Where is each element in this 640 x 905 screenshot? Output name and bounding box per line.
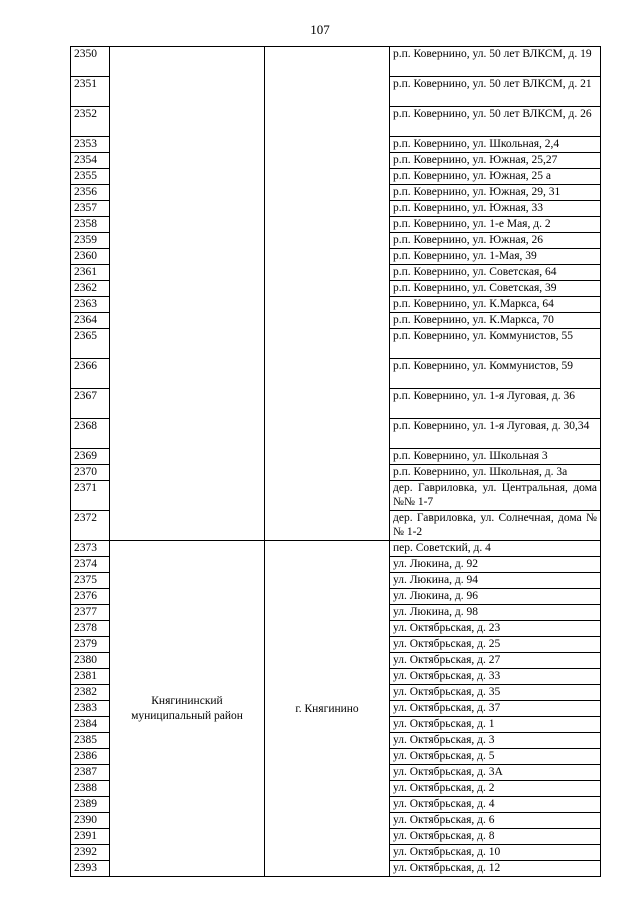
address-cell: р.п. Ковернино, ул. Школьная, 2,4 bbox=[390, 137, 601, 153]
row-number-cell: 2354 bbox=[71, 153, 110, 169]
address-cell: ул. Люкина, д. 98 bbox=[390, 605, 601, 621]
address-cell: ул. Октябрьская, д. 12 bbox=[390, 861, 601, 877]
address-cell: дер. Гавриловка, ул. Солнечная, дома №№ 1-2 bbox=[390, 511, 601, 541]
table-row bbox=[71, 47, 601, 77]
address-cell: ул. Октябрьская, д. 35 bbox=[390, 685, 601, 701]
row-number-cell: 2373 bbox=[71, 541, 110, 557]
row-number-cell: 2380 bbox=[71, 653, 110, 669]
row-number-cell: 2389 bbox=[71, 797, 110, 813]
row-number-cell: 2364 bbox=[71, 313, 110, 329]
row-number-cell: 2376 bbox=[71, 589, 110, 605]
address-cell: ул. Октябрьская, д. 1 bbox=[390, 717, 601, 733]
row-number-cell: 2366 bbox=[71, 359, 110, 389]
address-cell: р.п. Ковернино, ул. 1-я Луговая, д. 30,34 bbox=[390, 419, 601, 449]
row-number-cell: 2377 bbox=[71, 605, 110, 621]
row-number-cell: 2362 bbox=[71, 281, 110, 297]
address-cell: ул. Октябрьская, д. 37 bbox=[390, 701, 601, 717]
address-cell: ул. Октябрьская, д. 4 bbox=[390, 797, 601, 813]
row-number-cell: 2361 bbox=[71, 265, 110, 281]
row-number-cell: 2372 bbox=[71, 511, 110, 541]
address-cell: р.п. Ковернино, ул. 50 лет ВЛКСМ, д. 21 bbox=[390, 77, 601, 107]
row-number-cell: 2379 bbox=[71, 637, 110, 653]
row-number-cell: 2363 bbox=[71, 297, 110, 313]
row-number-cell: 2360 bbox=[71, 249, 110, 265]
district-cell: Княгининский муниципальный район bbox=[110, 541, 265, 877]
row-number-cell: 2369 bbox=[71, 449, 110, 465]
row-number-cell: 2382 bbox=[71, 685, 110, 701]
row-number-cell: 2392 bbox=[71, 845, 110, 861]
row-number-cell: 2384 bbox=[71, 717, 110, 733]
page-number: 107 bbox=[310, 22, 330, 37]
address-cell: р.п. Ковернино, ул. Советская, 39 bbox=[390, 281, 601, 297]
row-number-cell: 2359 bbox=[71, 233, 110, 249]
row-number-cell: 2383 bbox=[71, 701, 110, 717]
row-number-cell: 2370 bbox=[71, 465, 110, 481]
row-number-cell: 2387 bbox=[71, 765, 110, 781]
row-number-cell: 2358 bbox=[71, 217, 110, 233]
address-cell: ул. Люкина, д. 94 bbox=[390, 573, 601, 589]
row-number-cell: 2375 bbox=[71, 573, 110, 589]
address-cell: ул. Октябрьская, д. 3А bbox=[390, 765, 601, 781]
address-cell: р.п. Ковернино, ул. К.Маркса, 70 bbox=[390, 313, 601, 329]
address-cell: р.п. Ковернино, ул. Коммунистов, 59 bbox=[390, 359, 601, 389]
address-cell: ул. Октябрьская, д. 27 bbox=[390, 653, 601, 669]
row-number-cell: 2371 bbox=[71, 481, 110, 511]
address-cell: р.п. Ковернино, ул. Коммунистов, 55 bbox=[390, 329, 601, 359]
address-cell: р.п. Ковернино, ул. Советская, 64 bbox=[390, 265, 601, 281]
address-cell: ул. Октябрьская, д. 23 bbox=[390, 621, 601, 637]
row-number-cell: 2374 bbox=[71, 557, 110, 573]
table-body bbox=[71, 47, 601, 877]
address-cell: ул. Люкина, д. 96 bbox=[390, 589, 601, 605]
address-cell: пер. Советский, д. 4 bbox=[390, 541, 601, 557]
address-cell: р.п. Ковернино, ул. 50 лет ВЛКСМ, д. 26 bbox=[390, 107, 601, 137]
locality-cell bbox=[265, 47, 390, 541]
locality-cell: г. Княгинино bbox=[265, 541, 390, 877]
address-cell: ул. Октябрьская, д. 5 bbox=[390, 749, 601, 765]
address-cell: ул. Октябрьская, д. 8 bbox=[390, 829, 601, 845]
row-number-cell: 2378 bbox=[71, 621, 110, 637]
row-number-cell: 2367 bbox=[71, 389, 110, 419]
address-cell: р.п. Ковернино, ул. Южная, 26 bbox=[390, 233, 601, 249]
address-cell: ул. Октябрьская, д. 3 bbox=[390, 733, 601, 749]
row-number-cell: 2390 bbox=[71, 813, 110, 829]
address-cell: ул. Октябрьская, д. 6 bbox=[390, 813, 601, 829]
address-cell: ул. Октябрьская, д. 33 bbox=[390, 669, 601, 685]
address-cell: дер. Гавриловка, ул. Центральная, дома №№ 1-7 bbox=[390, 481, 601, 511]
address-registry-table bbox=[70, 46, 601, 877]
address-cell: р.п. Ковернино, ул. Южная, 29, 31 bbox=[390, 185, 601, 201]
row-number-cell: 2368 bbox=[71, 419, 110, 449]
address-cell: р.п. Ковернино, ул. Южная, 33 bbox=[390, 201, 601, 217]
row-number-cell: 2355 bbox=[71, 169, 110, 185]
address-cell: р.п. Ковернино, ул. Южная, 25 а bbox=[390, 169, 601, 185]
district-cell bbox=[110, 47, 265, 541]
row-number-cell: 2357 bbox=[71, 201, 110, 217]
address-cell: р.п. Ковернино, ул. 50 лет ВЛКСМ, д. 19 bbox=[390, 47, 601, 77]
address-cell: ул. Люкина, д. 92 bbox=[390, 557, 601, 573]
address-cell: р.п. Ковернино, ул. Школьная, д. 3а bbox=[390, 465, 601, 481]
row-number-cell: 2356 bbox=[71, 185, 110, 201]
address-cell: р.п. Ковернино, ул. 1-е Мая, д. 2 bbox=[390, 217, 601, 233]
address-cell: р.п. Ковернино, ул. 1-я Луговая, д. 36 bbox=[390, 389, 601, 419]
row-number-cell: 2351 bbox=[71, 77, 110, 107]
address-cell: ул. Октябрьская, д. 25 bbox=[390, 637, 601, 653]
table-row bbox=[71, 541, 601, 557]
row-number-cell: 2386 bbox=[71, 749, 110, 765]
row-number-cell: 2388 bbox=[71, 781, 110, 797]
address-cell: р.п. Ковернино, ул. Южная, 25,27 bbox=[390, 153, 601, 169]
address-cell: р.п. Ковернино, ул. Школьная 3 bbox=[390, 449, 601, 465]
row-number-cell: 2385 bbox=[71, 733, 110, 749]
address-cell: р.п. Ковернино, ул. К.Маркса, 64 bbox=[390, 297, 601, 313]
row-number-cell: 2381 bbox=[71, 669, 110, 685]
row-number-cell: 2391 bbox=[71, 829, 110, 845]
row-number-cell: 2350 bbox=[71, 47, 110, 77]
row-number-cell: 2393 bbox=[71, 861, 110, 877]
address-cell: ул. Октябрьская, д. 10 bbox=[390, 845, 601, 861]
row-number-cell: 2365 bbox=[71, 329, 110, 359]
address-cell: ул. Октябрьская, д. 2 bbox=[390, 781, 601, 797]
row-number-cell: 2352 bbox=[71, 107, 110, 137]
address-cell: р.п. Ковернино, ул. 1-Мая, 39 bbox=[390, 249, 601, 265]
row-number-cell: 2353 bbox=[71, 137, 110, 153]
